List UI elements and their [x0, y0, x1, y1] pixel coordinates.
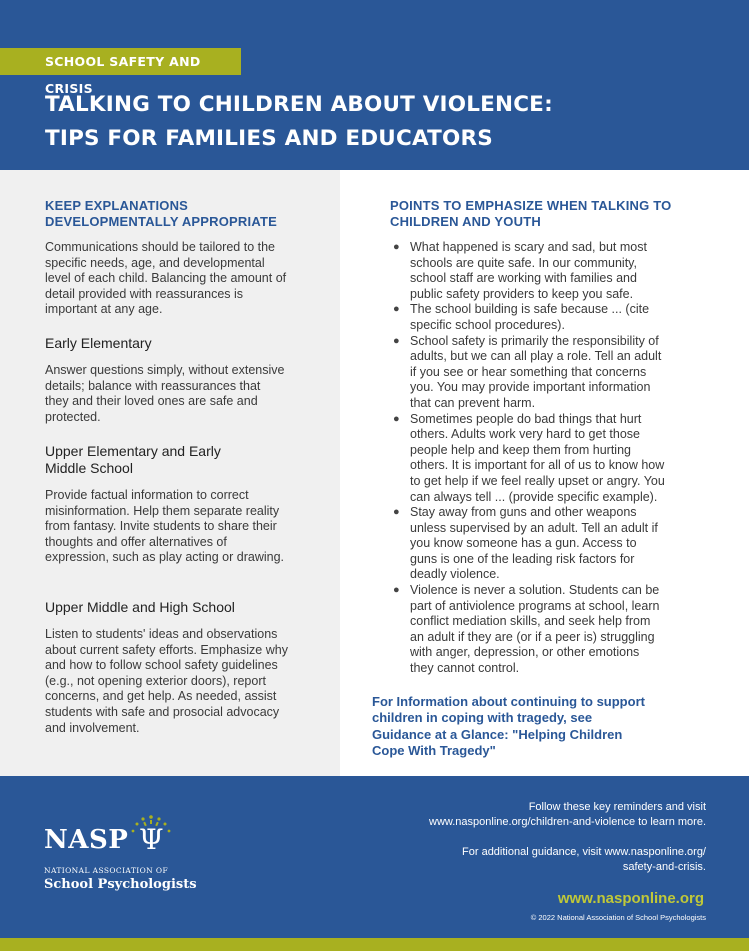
text-line: about current safety efforts. Emphasize why — [45, 642, 288, 657]
text-line: The school building is safe because ... (cite — [410, 302, 650, 317]
nasp-logo-school: School Psychologists — [44, 877, 197, 892]
text-line: children in coping with tragedy, see — [372, 710, 593, 726]
text-line: concerns, and get help. As needed, assist — [45, 689, 277, 704]
nasp-logo-text: NASP — [44, 825, 129, 855]
section-title-upper-elementary — [45, 443, 221, 477]
left-heading-line: DEVELOPMENTALLY APPROPRIATE — [45, 214, 277, 229]
bullet-icon: ● — [393, 584, 400, 597]
bullet-icon: ● — [393, 303, 400, 316]
text-line: they cannot control. — [410, 661, 520, 676]
section-text-upper-elementary — [45, 488, 284, 566]
text-line: students with safe and prosocial advocacy — [45, 704, 280, 719]
title-line-1: TALKING TO CHILDREN ABOUT VIOLENCE: — [45, 92, 553, 117]
bullet-icon: ● — [393, 412, 400, 425]
text-line: Communications should be tailored to the — [45, 240, 275, 254]
text-line: Follow these key reminders and visit — [528, 801, 706, 813]
text-line: Stay away from guns and other weapons — [410, 505, 637, 520]
list-item — [393, 583, 730, 677]
left-intro — [45, 240, 286, 318]
text-line: from fantasy. Invite students to share their — [45, 519, 277, 534]
section-title-upper-middle — [45, 599, 235, 616]
section-title-line: Middle School — [45, 460, 133, 476]
text-line: For Information about continuing to support — [372, 694, 645, 709]
text-line: you. You may provide important information — [410, 380, 651, 395]
text-line: public safety providers to keep you safe. — [410, 286, 634, 301]
text-line: an adult if they are (or if a peer is) struggling — [410, 629, 655, 644]
list-item — [393, 302, 730, 333]
footer-link[interactable]: safety-and-crisis. — [622, 861, 706, 873]
nasp-logo-association: NATIONAL ASSOCIATION OF — [44, 866, 169, 875]
text-line: Answer questions simply, without extensive — [45, 363, 285, 377]
section-title-line: Early Elementary — [45, 335, 152, 351]
text-line: adults, but we can all play a role. Tell an adult — [410, 349, 662, 364]
psi-symbol: Ψ — [139, 823, 164, 856]
text-line: misinformation. Help them separate reality — [45, 503, 280, 518]
text-line: important at any age. — [45, 302, 163, 317]
bullet-icon: ● — [393, 241, 400, 253]
text-line: Cope With Tragedy" — [372, 742, 496, 758]
text-line: people help and keep them from hurting — [410, 442, 631, 457]
text-line: What happened is scary and sad, but most — [410, 240, 647, 254]
website-link[interactable]: www.nasponline.org — [557, 890, 704, 907]
footer-reminder — [429, 800, 706, 830]
text-line: detail provided with reassurances is — [45, 286, 244, 301]
text-line: thoughts and offer alternatives of — [45, 534, 227, 549]
list-item — [393, 505, 730, 583]
right-heading — [390, 198, 671, 230]
text-line: you know someone has a gun. Access to — [410, 536, 637, 551]
text-line: others. Adults work very hard to get those — [410, 427, 640, 442]
text-line: they and their loved ones are safe and — [45, 394, 258, 409]
section-title-line: Upper Middle and High School — [45, 599, 235, 615]
copyright: © 2022 National Association of School Psychologists — [530, 913, 706, 922]
text-line: specific school procedures). — [410, 317, 565, 332]
list-item — [393, 240, 730, 302]
text-line: that can prevent harm. — [410, 395, 536, 410]
left-heading-line: KEEP EXPLANATIONS — [45, 198, 189, 213]
footer-link[interactable]: www.nasponline.org/children-and-violence to learn more. — [429, 816, 706, 828]
footer-stripe — [0, 938, 749, 951]
section-title-line: Upper Elementary and Early — [45, 443, 221, 459]
text-line: details; balance with reassurances that — [45, 378, 261, 393]
text-line: deadly violence. — [410, 567, 500, 582]
text-line: guns is one of the leading risk factors for — [410, 551, 635, 566]
footer-guidance — [462, 845, 706, 875]
text-line: can always tell ... (provide specific example). — [410, 489, 658, 504]
text-line: part of antiviolence programs at school, learn — [410, 598, 660, 613]
text-line: School safety is primarily the responsibility of — [410, 333, 659, 348]
text-line: expression, such as play acting or drawing. — [45, 550, 285, 565]
text-line: to get help if we feel really upset or angry. You — [410, 473, 665, 488]
title-line-2: TIPS FOR FAMILIES AND EDUCATORS — [45, 126, 493, 151]
right-heading-line: CHILDREN AND YOUTH — [390, 214, 541, 229]
right-heading-line: POINTS TO EMPHASIZE WHEN TALKING TO — [390, 198, 672, 213]
category-tag: SCHOOL SAFETY AND CRISIS — [0, 48, 241, 75]
section-text-early-elementary — [45, 363, 284, 425]
text-line: others. It is important for all of us to know how — [410, 458, 665, 473]
more-info-callout — [372, 694, 722, 759]
text-line: Provide factual information to correct — [45, 488, 249, 502]
text-line: schools are quite safe. In our community, — [410, 255, 637, 270]
section-text-upper-middle — [45, 627, 288, 736]
text-line: unless supervised by an adult. Tell an adult if — [410, 520, 658, 535]
text-line: Sometimes people do bad things that hurt — [410, 411, 642, 426]
left-heading — [45, 198, 277, 230]
text-line: and how to follow school safety guidelines — [45, 658, 278, 673]
list-item — [393, 333, 730, 412]
emphasis-points-list — [390, 240, 730, 677]
text-line: Listen to students' ideas and observations — [45, 627, 278, 641]
text-line: (e.g., not opening exterior doors), report — [45, 673, 266, 688]
text-line: if you see or hear something that concerns — [410, 364, 647, 379]
section-title-early-elementary — [45, 335, 152, 352]
bullet-icon: ● — [393, 334, 400, 347]
text-line: conflict mediation skills, and seek help from — [410, 614, 651, 629]
footer-link[interactable]: For additional guidance, visit www.nasponline.org/ — [462, 846, 706, 858]
text-line: school staff are working with families and — [410, 271, 637, 286]
text-line: Guidance at a Glance: "Helping Children — [372, 726, 623, 742]
list-item — [393, 411, 730, 506]
bullet-icon: ● — [393, 506, 400, 519]
text-line: with anger, depression, or other emotions — [410, 645, 640, 660]
text-line: specific needs, age, and developmental — [45, 255, 265, 270]
text-line: and involvement. — [45, 720, 140, 735]
page-title — [45, 88, 725, 156]
text-line: Violence is never a solution. Students can be — [410, 583, 660, 598]
text-line: protected. — [45, 409, 101, 424]
text-line: level of each child. Balancing the amount of — [45, 271, 287, 286]
